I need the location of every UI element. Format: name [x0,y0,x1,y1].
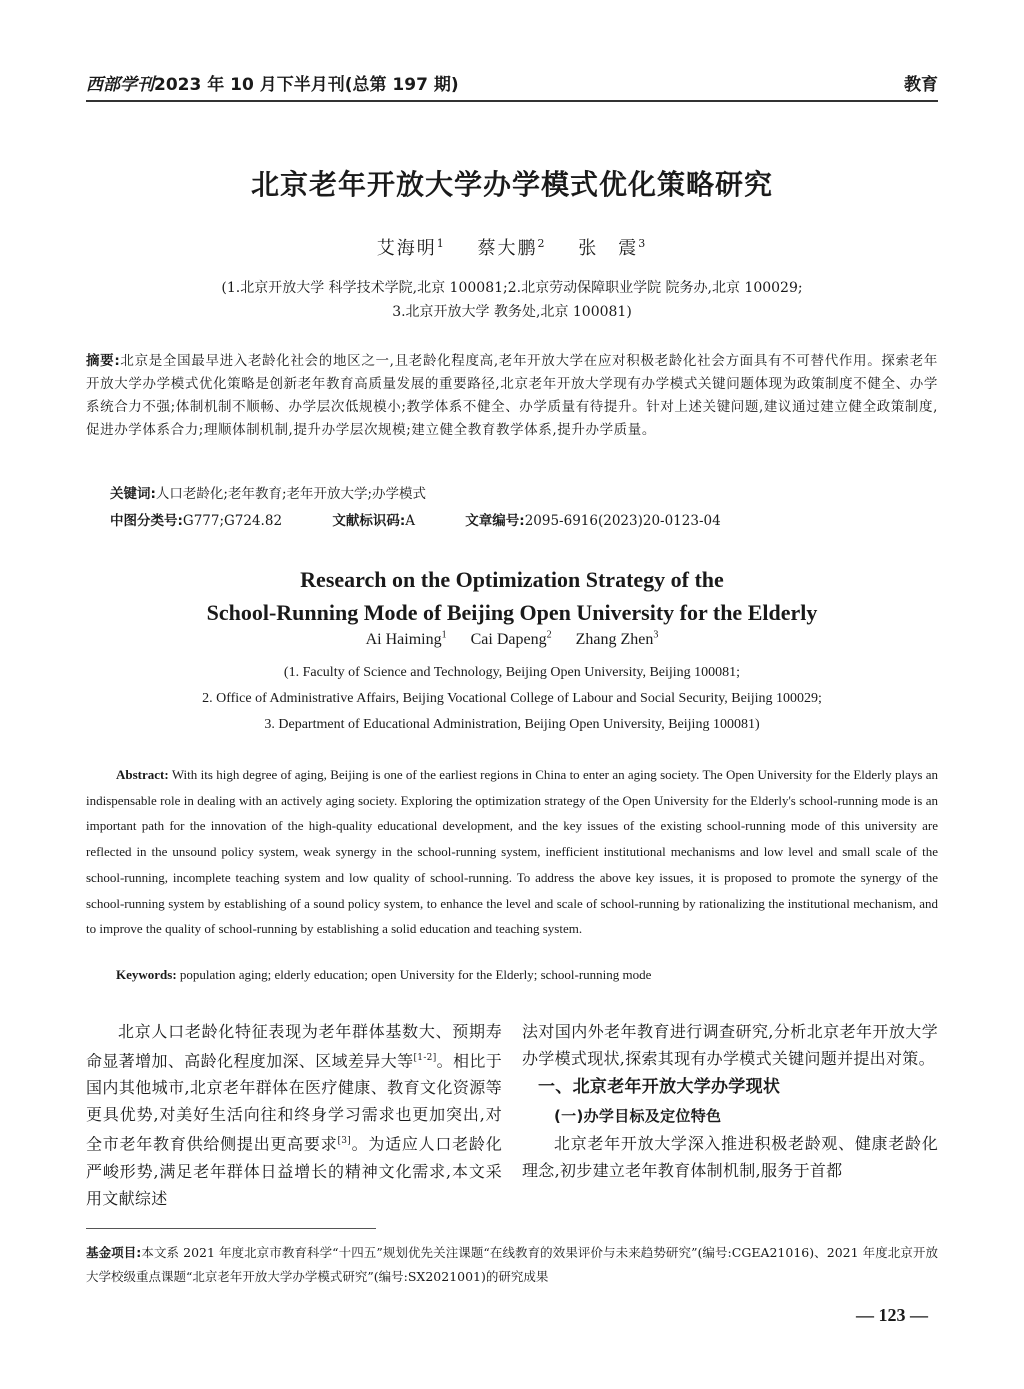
affiliation-line: 2. Office of Administrative Affairs, Beijing Vocational College of Labour and Social Security, Beijing 100029; [202,691,822,706]
body-column-right [522,1018,938,1184]
citation: [3] [337,1136,352,1147]
issue-info: 2023 年 10 月下半月刊(总第 197 期) [154,75,459,95]
running-header [86,70,459,95]
author-en: Zhang Zhen$^3$ [575,630,659,649]
keywords-en-text: population aging; elderly education; open University for the Elderly; school-running mode [179,967,652,982]
header-rule [86,100,938,102]
abstract-cn [86,350,938,442]
affiliation-line: 3.北京开放大学 教务处,北京 100081) [392,304,632,320]
abstract-cn-text: 北京是全国最早进入老龄化社会的地区之一,且老龄化程度高,老年开放大学在应对积极老龄化社会方面具有不可替代作用。探索老年开放大学办学模式优化策略是创新老年教育高质量发展的重要路径,北京老年开放大学现有办学模式关键问题体现为政策制度不健全、办学系统合力不强;体制机制不顺畅、办学层次低规模小;教学体系不健全、办学质量有待提升。针对上述关键问题,建议通过建立健全政策制度,促进办学体系合力;理顺体制机制,提升办学层次规模;建立健全教育教学体系,提升办学质量。 [86,353,938,438]
affiliations-en [0,660,1024,738]
keywords-cn [110,482,426,502]
page-number: — 123 — [856,1305,928,1325]
document-code: 文献标识码:A [332,513,415,529]
abstract-en-text: With its high degree of aging, Beijing is one of the earliest regions in China to enter an aging society. The Open University for the Elderly plays an indispensable role in dealing with an actively aging society. Exploring the optimization strategy of the Open University for the Elderly's school-running mode is an important path for the innovation of the high-quality educational development, and the key issues of the existing school-running mode of this university are reflected in the unsound policy system, weak synergy in the school-running system, inefficient institutional mechanisms and low level and small scale of the school-running, incomplete teaching system and low quality of school-running. To address the above key issues, it is proposed to promote the synergy of the school-running system by establishing of a sound policy system, to enhance the level and scale of school-running by rationalizing the institutional mechanism, and to improve the quality of school-running by establishing a solid education and teaching system. [86,767,938,937]
section-name: 教育 [904,75,938,95]
author-en: Cai Dapeng$^2$ [470,630,552,649]
keywords-en [116,967,651,983]
article-number: 文章编号:2095-6916(2023)20-0123-04 [465,513,721,529]
journal-brand: 西部学刊 [86,75,154,95]
funding-footnote [86,1241,938,1289]
affiliations-cn [90,276,934,324]
footnote-label: 基金项目: [86,1245,142,1260]
affiliation-line: 3. Department of Educational Administration, Beijing Open University, Beijing 100081) [264,717,760,732]
subsection-heading: (一)办学目标及定位特色 [554,1107,722,1125]
abstract-en-label: Abstract: [116,767,169,782]
affiliation-line: (1.北京开放大学 科学技术学院,北京 100081;2.北京劳动保障职业学院 院务办,北京 100029; [221,280,803,296]
title-en-line: Research on the Optimization Strategy of the [300,567,724,592]
keywords-cn-label: 关键词: [110,486,156,502]
body-paragraph: 北京老年开放大学深入推进积极老龄观、健康老龄化理念,初步建立老年教育体制机制,服务于首都 [522,1134,938,1180]
title-en [0,563,1024,629]
authors-cn [0,234,1024,260]
keywords-cn-text: 人口老龄化;老年教育;老年开放大学;办学模式 [155,486,427,502]
citation: [1-2] [413,1053,437,1063]
abstract-en [86,762,938,942]
body-paragraph: 法对国内外老年教育进行调查研究,分析北京老年开放大学办学模式现状,探索其现有办学模式关键问题并提出对策。 [522,1022,938,1068]
footnote-text: 本文系 2021 年度北京市教育科学“十四五”规划优先关注课题“在线教育的效果评价与未来趋势研究”(编号:CGEA21016)、2021 年度北京开放大学校级重点课题“北京老年开放大学办学模式研究”(编号:SX2021001)的研究成果 [86,1245,938,1284]
footnote-rule [86,1228,376,1229]
authors-en [0,630,1024,649]
clc-number: 中图分类号:G777;G724.82 [110,513,283,529]
author-cn: 蔡大鹏$^2$ [477,237,547,259]
title-en-line: School-Running Mode of Beijing Open University for the Elderly [206,600,818,625]
affiliation-line: (1. Faculty of Science and Technology, Beijing Open University, Beijing 100081; [283,665,741,680]
abstract-cn-label: 摘要: [86,353,121,369]
title-cn: 北京老年开放大学办学模式优化策略研究 [250,168,773,201]
body-paragraph: 北京人口老龄化特征表现为老年群体基数大、预期寿命显著增加、高龄化程度加深、区域差异大等[1-2]。相比于国内其他城市,北京老年群体在医疗健康、教育文化资源等更具优势,对美好生活向往和终身学习需求也更加突出,对全市老年教育供给侧提出更高要求[3]。为适应人口老龄化严峻形势,满足老年群体日益增长的精神文化需求,本文采用文献综述 [86,1022,502,1208]
author-en: Ai Haiming$^1$ [365,630,447,649]
author-cn: 艾海明$^1$ [376,237,446,259]
section-heading: 一、北京老年开放大学办学现状 [538,1077,781,1097]
keywords-en-label: Keywords: [116,967,177,982]
classification-row [110,509,767,529]
author-cn: 张 震$^3$ [578,237,648,259]
body-column-left [86,1018,502,1212]
